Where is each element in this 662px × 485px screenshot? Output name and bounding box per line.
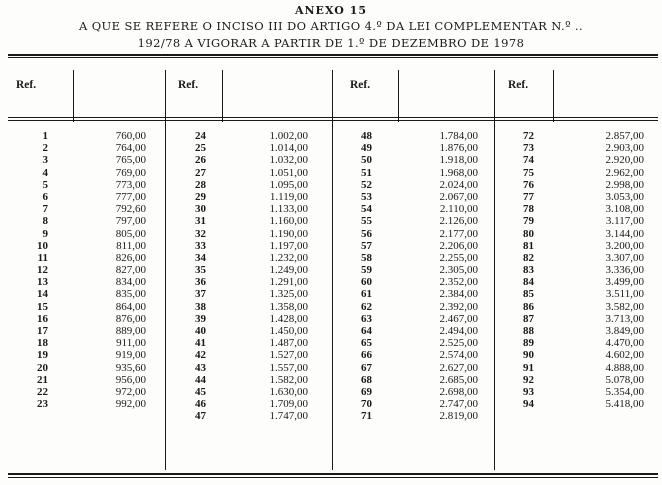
ref-cell: 63 (361, 312, 372, 325)
value-cell: 3.499,00 (605, 276, 644, 289)
ref-cell: 14 (37, 288, 48, 301)
value-cell: 1.747,00 (269, 410, 308, 423)
ref-column-3 (350, 130, 372, 423)
value-cell: 2.024,00 (439, 178, 478, 191)
value-cell: 1.784,00 (439, 130, 478, 142)
ref-cell: 49 (361, 142, 372, 155)
value-cell: 3.582,00 (605, 300, 644, 313)
value-cell: 3.511,00 (605, 288, 644, 301)
value-cell: 2.126,00 (439, 215, 478, 228)
divider-group2 (332, 70, 333, 470)
ref-column-2 (184, 130, 206, 423)
value-cell: 2.819,00 (439, 410, 478, 423)
ref-cell: 54 (361, 203, 372, 216)
ref-cell: 60 (361, 276, 372, 289)
value-cell: 1.527,00 (269, 349, 308, 362)
value-cell: 1.032,00 (269, 154, 308, 167)
value-cell: 2.747,00 (439, 398, 478, 411)
ref-cell: 74 (523, 154, 534, 167)
value-cell: 2.685,00 (439, 373, 478, 386)
ref-cell: 36 (195, 276, 206, 289)
ref-cell: 27 (195, 166, 206, 179)
ref-header-2: Ref. (178, 79, 199, 91)
ref-cell: 80 (523, 227, 534, 240)
ref-cell: 9 (42, 227, 48, 240)
ref-cell: 64 (361, 325, 372, 337)
value-cell: 797,00 (115, 215, 146, 228)
ref-cell: 41 (195, 337, 206, 350)
ref-cell: 29 (195, 190, 206, 203)
value-cell: 2.067,00 (439, 190, 478, 203)
ref-cell: 59 (361, 264, 372, 277)
value-cell: 4.470,00 (605, 337, 644, 350)
table-bottom-rule-thin (8, 477, 658, 478)
ref-cell: 32 (195, 227, 206, 240)
ref-cell: 76 (523, 178, 534, 191)
value-cell: 864,00 (115, 300, 146, 313)
value-cell: 2.698,00 (439, 385, 478, 398)
value-cell: 2.305,00 (439, 264, 478, 277)
value-cell: 2.998,00 (605, 178, 644, 191)
ref-cell: 16 (37, 312, 48, 325)
ref-cell: 44 (195, 373, 206, 386)
ref-cell: 61 (361, 288, 372, 301)
ref-cell: 35 (195, 264, 206, 277)
value-cell: 3.336,00 (605, 264, 644, 277)
value-cell: 1.002,00 (269, 130, 308, 142)
value-cell: 1.630,00 (269, 385, 308, 398)
ref-cell: 52 (361, 178, 372, 191)
ref-cell: 57 (361, 239, 372, 252)
ref-cell: 67 (361, 361, 372, 374)
ref-header-1: Ref. (16, 79, 37, 91)
ref-cell: 71 (361, 410, 372, 423)
divider-ref3-head (398, 70, 399, 122)
ref-cell: 51 (361, 166, 372, 179)
value-cell: 1.014,00 (269, 142, 308, 155)
header-rule-thin (8, 120, 658, 121)
annex-label: ANEXO 15 (294, 4, 368, 17)
value-cell: 1.709,00 (269, 398, 308, 411)
ref-cell: 93 (523, 385, 534, 398)
ref-cell: 1 (42, 130, 48, 142)
value-cell: 1.918,00 (439, 154, 478, 167)
value-cell: 2.962,00 (605, 166, 644, 179)
ref-cell: 65 (361, 337, 372, 350)
value-cell: 2.494,00 (439, 325, 478, 337)
value-cell: 889,00 (115, 325, 146, 337)
value-cell: 769,00 (115, 166, 146, 179)
value-cell: 2.177,00 (439, 227, 478, 240)
ref-cell: 40 (195, 325, 206, 337)
value-cell: 777,00 (115, 190, 146, 203)
value-cell: 2.574,00 (439, 349, 478, 362)
value-cell: 805,00 (115, 227, 146, 240)
ref-cell: 31 (195, 215, 206, 228)
value-cell: 4.602,00 (605, 349, 644, 362)
value-cell: 2.392,00 (439, 300, 478, 313)
value-cell: 1.160,00 (269, 215, 308, 228)
value-cell: 3.117,00 (605, 215, 644, 228)
table-top-rule (8, 54, 658, 56)
value-cell: 919,00 (115, 349, 146, 362)
value-cell: 1.197,00 (269, 239, 308, 252)
ref-cell: 11 (37, 251, 48, 264)
ref-cell: 26 (195, 154, 206, 167)
ref-cell: 3 (42, 154, 48, 167)
ref-cell: 15 (37, 300, 48, 313)
ref-cell: 91 (523, 361, 534, 374)
value-cell: 1.133,00 (269, 203, 308, 216)
ref-cell: 7 (42, 203, 48, 216)
value-cell: 3.307,00 (605, 251, 644, 264)
ref-cell: 39 (195, 312, 206, 325)
value-cell: 1.249,00 (269, 264, 308, 277)
ref-cell: 92 (523, 373, 534, 386)
value-column-3 (418, 130, 478, 423)
ref-cell: 88 (523, 325, 534, 337)
ref-cell: 2 (42, 142, 48, 155)
value-cell: 1.876,00 (439, 142, 478, 155)
ref-cell: 84 (523, 276, 534, 289)
ref-cell: 30 (195, 203, 206, 216)
ref-cell: 37 (195, 288, 206, 301)
ref-cell: 6 (42, 190, 48, 203)
ref-cell: 21 (37, 373, 48, 386)
document-title-line-2: 192/78 A VIGORAR A PARTIR DE 1.º DE DEZEMBRO DE 1978 (137, 36, 525, 50)
value-cell: 4.888,00 (605, 361, 644, 374)
value-cell: 1.232,00 (269, 251, 308, 264)
value-cell: 956,00 (115, 373, 146, 386)
ref-cell: 10 (37, 239, 48, 252)
value-cell: 2.525,00 (439, 337, 478, 350)
value-cell: 773,00 (115, 178, 146, 191)
ref-cell: 46 (195, 398, 206, 411)
value-cell: 1.291,00 (269, 276, 308, 289)
value-cell: 1.190,00 (269, 227, 308, 240)
ref-header-3: Ref. (350, 79, 371, 91)
ref-cell: 79 (523, 215, 534, 228)
value-cell: 1.968,00 (439, 166, 478, 179)
document-title-line-1: A QUE SE REFERE O INCISO III DO ARTIGO 4.º DA LEI COMPLEMENTAR N.º .. (78, 19, 584, 33)
ref-cell: 86 (523, 300, 534, 313)
divider-ref4-head (553, 70, 554, 122)
ref-cell: 89 (523, 337, 534, 350)
value-cell: 876,00 (115, 312, 146, 325)
value-cell: 2.352,00 (439, 276, 478, 289)
ref-cell: 66 (361, 349, 372, 362)
ref-cell: 73 (523, 142, 534, 155)
ref-cell: 8 (42, 215, 48, 228)
ref-cell: 28 (195, 178, 206, 191)
ref-cell: 82 (523, 251, 534, 264)
value-cell: 1.582,00 (269, 373, 308, 386)
divider-group3 (494, 70, 495, 470)
value-cell: 765,00 (115, 154, 146, 167)
value-cell: 3.053,00 (605, 190, 644, 203)
ref-cell: 90 (523, 349, 534, 362)
ref-cell: 17 (37, 325, 48, 337)
value-cell: 1.095,00 (269, 178, 308, 191)
ref-cell: 18 (37, 337, 48, 350)
value-cell: 826,00 (115, 251, 146, 264)
ref-cell: 34 (195, 251, 206, 264)
ref-cell: 23 (37, 398, 48, 411)
ref-cell: 55 (361, 215, 372, 228)
value-column-4 (582, 130, 644, 410)
value-cell: 3.108,00 (605, 203, 644, 216)
value-cell: 992,00 (115, 398, 146, 411)
value-cell: 2.255,00 (439, 251, 478, 264)
ref-cell: 13 (37, 276, 48, 289)
ref-cell: 42 (195, 349, 206, 362)
ref-cell: 77 (523, 190, 534, 203)
ref-cell: 50 (361, 154, 372, 167)
ref-cell: 68 (361, 373, 372, 386)
salary-table (8, 54, 658, 480)
value-cell: 835,00 (115, 288, 146, 301)
value-cell: 972,00 (115, 385, 146, 398)
ref-cell: 22 (37, 385, 48, 398)
ref-cell: 72 (523, 130, 534, 142)
ref-cell: 25 (195, 142, 206, 155)
value-cell: 2.206,00 (439, 239, 478, 252)
value-column-1 (94, 130, 146, 410)
value-cell: 1.557,00 (269, 361, 308, 374)
value-cell: 5.418,00 (605, 398, 644, 411)
value-cell: 3.713,00 (605, 312, 644, 325)
ref-cell: 75 (523, 166, 534, 179)
value-cell: 2.384,00 (439, 288, 478, 301)
ref-cell: 85 (523, 288, 534, 301)
value-cell: 834,00 (115, 276, 146, 289)
table-bottom-rule (8, 473, 658, 475)
value-cell: 2.627,00 (439, 361, 478, 374)
ref-column-4 (512, 130, 534, 410)
divider-ref2-head (222, 70, 223, 122)
value-cell: 911,00 (116, 337, 146, 350)
ref-cell: 69 (361, 385, 372, 398)
value-cell: 3.200,00 (605, 239, 644, 252)
ref-cell: 78 (523, 203, 534, 216)
value-cell: 3.849,00 (605, 325, 644, 337)
ref-cell: 24 (195, 130, 206, 142)
value-column-2 (248, 130, 308, 423)
value-cell: 3.144,00 (605, 227, 644, 240)
value-cell: 2.857,00 (605, 130, 644, 142)
ref-cell: 43 (195, 361, 206, 374)
ref-cell: 45 (195, 385, 206, 398)
ref-cell: 19 (37, 349, 48, 362)
ref-cell: 20 (37, 361, 48, 374)
value-cell: 1.325,00 (269, 288, 308, 301)
ref-cell: 53 (361, 190, 372, 203)
ref-cell: 87 (523, 312, 534, 325)
value-cell: 2.110,00 (439, 203, 478, 216)
value-cell: 5.354,00 (605, 385, 644, 398)
ref-cell: 33 (195, 239, 206, 252)
value-cell: 811,00 (116, 239, 146, 252)
ref-cell: 48 (361, 130, 372, 142)
ref-cell: 70 (361, 398, 372, 411)
value-cell: 5.078,00 (605, 373, 644, 386)
value-cell: 827,00 (115, 264, 146, 277)
ref-cell: 56 (361, 227, 372, 240)
ref-cell: 47 (195, 410, 206, 423)
value-cell: 1.358,00 (269, 300, 308, 313)
value-cell: 1.450,00 (269, 325, 308, 337)
table-top-rule-thin (8, 57, 658, 58)
header-rule (8, 117, 658, 118)
ref-cell: 58 (361, 251, 372, 264)
value-cell: 760,00 (115, 130, 146, 142)
ref-cell: 4 (42, 166, 48, 179)
ref-cell: 62 (361, 300, 372, 313)
value-cell: 935,60 (115, 361, 146, 374)
ref-cell: 81 (523, 239, 534, 252)
value-cell: 1.428,00 (269, 312, 308, 325)
value-cell: 764,00 (115, 142, 146, 155)
divider-group1 (165, 70, 166, 470)
ref-header-4: Ref. (508, 79, 529, 91)
value-cell: 2.920,00 (605, 154, 644, 167)
value-cell: 2.467,00 (439, 312, 478, 325)
ref-cell: 94 (523, 398, 534, 411)
divider-ref1-head (73, 70, 74, 122)
ref-cell: 83 (523, 264, 534, 277)
ref-cell: 12 (37, 264, 48, 277)
value-cell: 792,60 (115, 203, 146, 216)
value-cell: 1.487,00 (269, 337, 308, 350)
value-cell: 1.051,00 (269, 166, 308, 179)
ref-cell: 38 (195, 300, 206, 313)
ref-cell: 5 (42, 178, 48, 191)
value-cell: 1.119,00 (269, 190, 308, 203)
value-cell: 2.903,00 (605, 142, 644, 155)
ref-column-1 (28, 130, 48, 410)
